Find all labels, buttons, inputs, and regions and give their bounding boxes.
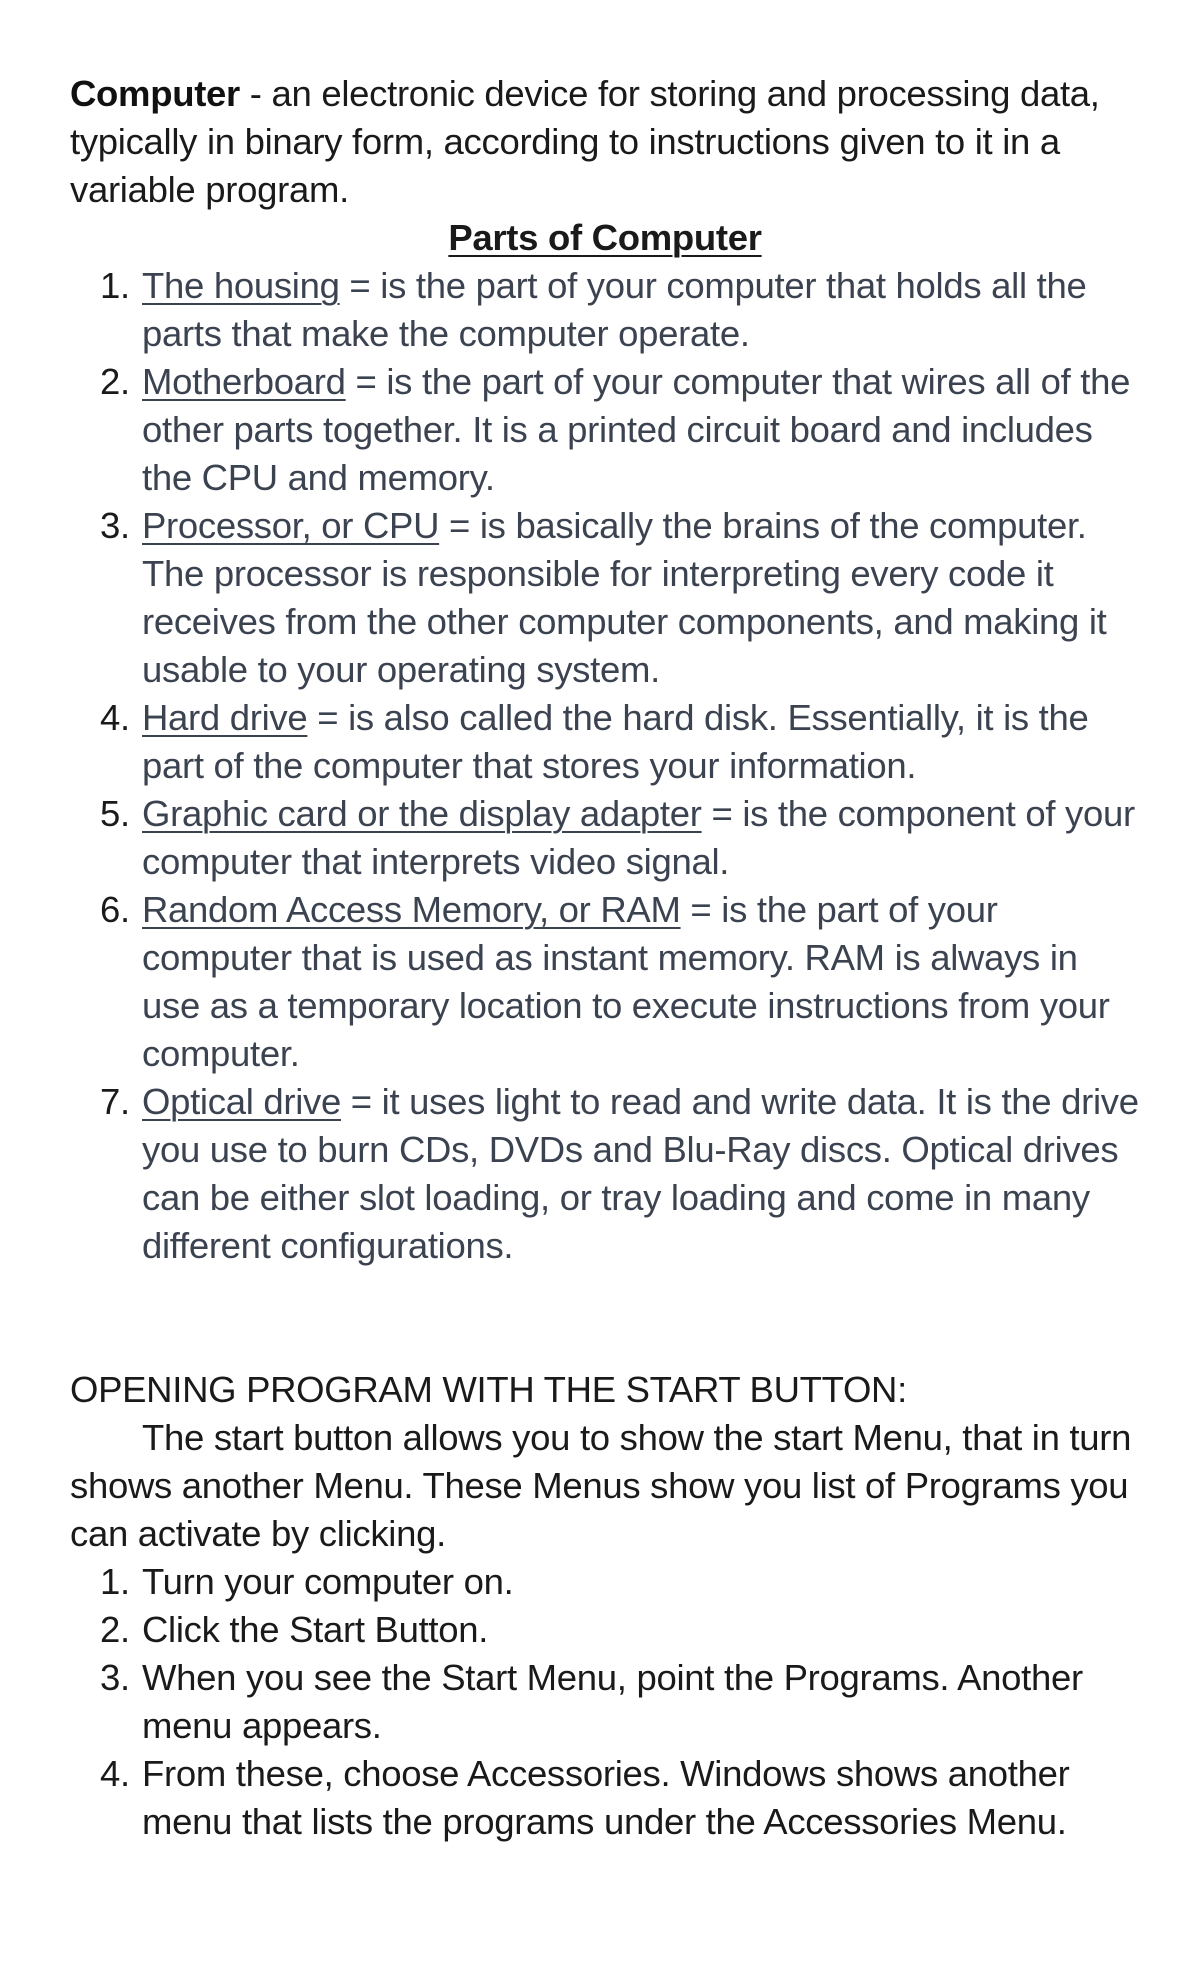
list-item <box>70 1606 1140 1654</box>
step-number: 1. <box>100 1561 130 1602</box>
item-term: Processor, or CPU <box>142 505 440 546</box>
item-number: 5. <box>100 793 130 834</box>
item-description: = is the part of your computer that holds all the parts that make the computer operate. <box>142 265 1087 354</box>
item-description: = is also called the hard disk. Essentially, it is the part of the computer that stores your information. <box>142 697 1089 786</box>
item-description: = is the part of your computer that wires all of the other parts together. It is a printed circuit board and includes the CPU and memory. <box>142 361 1131 498</box>
item-term: Hard drive <box>142 697 308 738</box>
item-term: Random Access Memory, or RAM <box>142 889 681 930</box>
step-number: 4. <box>100 1753 130 1794</box>
item-term: The housing <box>142 265 340 306</box>
list-item <box>70 886 1140 1078</box>
step-number: 3. <box>100 1657 130 1698</box>
item-term: Motherboard <box>142 361 346 402</box>
parts-heading: Parts of Computer <box>448 217 762 258</box>
list-item <box>70 358 1140 502</box>
item-number: 1. <box>100 265 130 306</box>
item-number: 4. <box>100 697 130 738</box>
item-number: 7. <box>100 1081 130 1122</box>
intro-term: Computer <box>70 73 240 114</box>
list-item <box>70 1654 1140 1750</box>
step-text: Click the Start Button. <box>142 1609 489 1650</box>
list-item <box>70 262 1140 358</box>
step-text: From these, choose Accessories. Windows shows another menu that lists the programs under the Accessories Menu. <box>142 1753 1070 1842</box>
document-page <box>70 70 1140 1846</box>
item-term: Optical drive <box>142 1081 341 1122</box>
intro-definition: - an electronic device for storing and processing data, typically in binary form, according to instructions given to it in a variable program. <box>70 73 1100 210</box>
list-item <box>70 1750 1140 1846</box>
steps-list <box>70 1558 1140 1846</box>
item-term: Graphic card or the display adapter <box>142 793 702 834</box>
item-number: 3. <box>100 505 130 546</box>
item-description: = is the part of your computer that is used as instant memory. RAM is always in use as a temporary location to execute instructions from your computer. <box>142 889 1110 1074</box>
step-text: Turn your computer on. <box>142 1561 514 1602</box>
list-item <box>70 1078 1140 1270</box>
intro-paragraph <box>70 70 1140 214</box>
step-number: 2. <box>100 1609 130 1650</box>
item-description: = is the component of your computer that interprets video signal. <box>142 793 1135 882</box>
item-description: = is basically the brains of the computer. The processor is responsible for interpreting every code it receives from the other computer components, and making it usable to your operating system. <box>142 505 1107 690</box>
item-number: 6. <box>100 889 130 930</box>
item-number: 2. <box>100 361 130 402</box>
list-item <box>70 502 1140 694</box>
parts-list <box>70 262 1140 1270</box>
step-text: When you see the Start Menu, point the Programs. Another menu appears. <box>142 1657 1083 1746</box>
opening-paragraph: The start button allows you to show the start Menu, that in turn shows another Menu. These Menus show you list of Programs you can activate by clicking. <box>70 1417 1132 1554</box>
section-spacer <box>70 1270 1140 1366</box>
list-item <box>70 694 1140 790</box>
item-description: = it uses light to read and write data. It is the drive you use to burn CDs, DVDs and Blu-Ray discs. Optical drives can be either slot loading, or tray loading and come in many different configurations. <box>142 1081 1139 1266</box>
list-item <box>70 1558 1140 1606</box>
opening-section-title: OPENING PROGRAM WITH THE START BUTTON: <box>70 1369 907 1410</box>
list-item <box>70 790 1140 886</box>
